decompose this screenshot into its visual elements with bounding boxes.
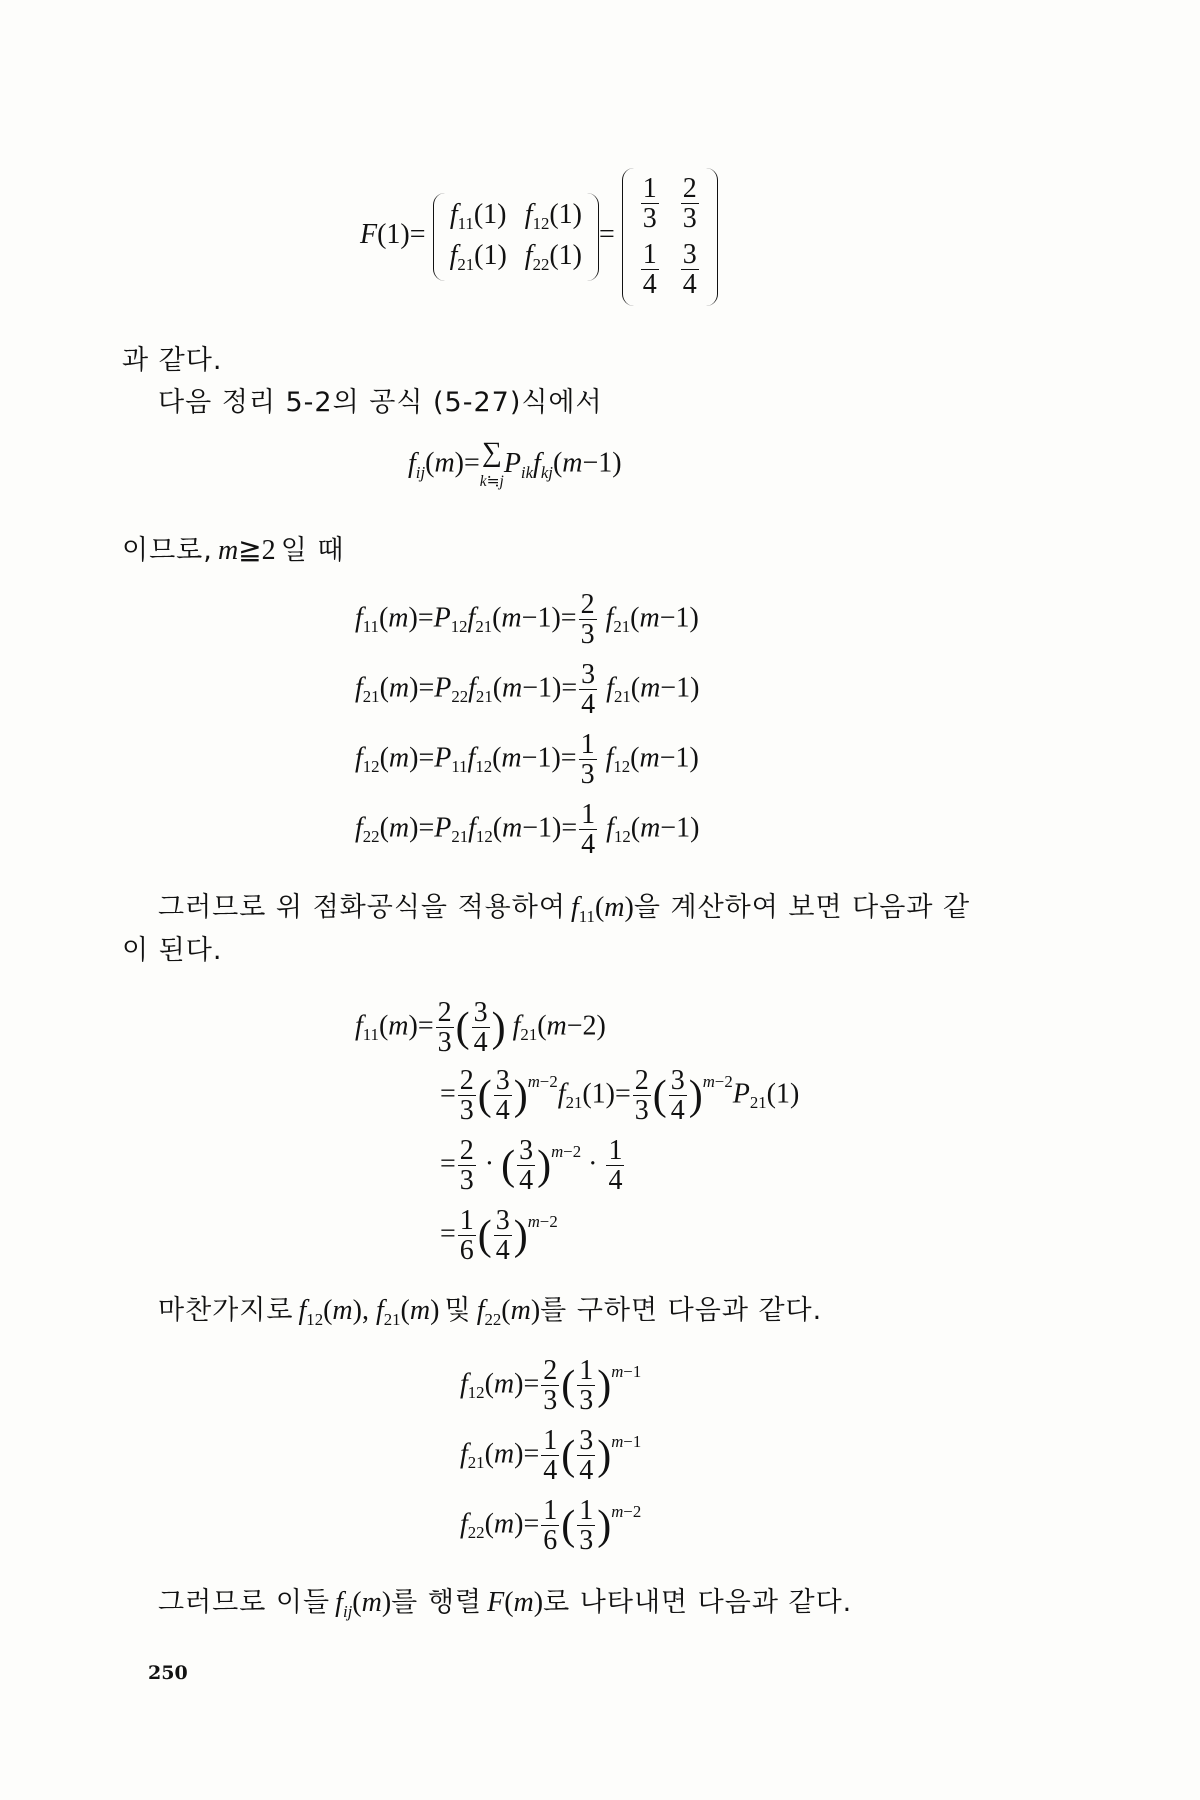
result-f21: $f_{21}(m)=$ $\frac{1}{4}$ ( $\frac{3}{4}$ )$^{m-1}$ [460, 1425, 642, 1487]
derivation-line-2: = $\frac{2}{3}$ ( $\frac{3}{4}$ )$^{m-2}f_{21}(1)=$ $\frac{2}{3}$ ( $\frac{3}{4}$ )$^{m-2}P_{21}(1)$ [440, 1065, 800, 1127]
equation-f11: $f_{11}(m)=P_{12}f_{21}(m-1)=$ $\frac{2}{3}$ $f_{21}(m-1)$ [355, 589, 699, 651]
text-therefore-1: 그러므로 위 점화공식을 적용하여 $f_{11}(m)$을 계산하여 보면 다음과 같 [158, 892, 971, 926]
derivation-line-4: = $\frac{1}{6}$ ( $\frac{3}{4}$ )$^{m-2}$ [440, 1205, 558, 1267]
text-therefore-1c: 이 된다. [122, 935, 223, 966]
text-last: 그러므로 이들 $f_{ij}(m)$를 행렬 F(m)로 나타내면 다음과 같다. [158, 1587, 853, 1621]
equation-f22: $f_{22}(m)=P_{21}f_{12}(m-1)=$ $\frac{1}{4}$ $f_{12}(m-1)$ [355, 799, 700, 861]
derivation-line-1: $f_{11}(m)=$ $\frac{2}{3}$ ( $\frac{3}{4}$ ) $f_{21}(m-2)$ [355, 997, 606, 1059]
equation-f12: $f_{12}(m)=P_{11}f_{12}(m-1)=$ $\frac{1}{3}$ $f_{12}(m-1)$ [355, 729, 699, 791]
equation-f21: $f_{21}(m)=P_{22}f_{21}(m-1)=$ $\frac{3}{4}$ $f_{21}(m-1)$ [355, 659, 700, 721]
text-likewise: 마찬가지로 $f_{12}(m)$, $f_{21}(m)$ 및 $f_{22}(m)$를 구하면 다음과 같다. [158, 1295, 823, 1329]
text-next-theorem: 다음 정리 5-2의 공식 (5-27)식에서 [158, 387, 603, 418]
result-f22: $f_{22}(m)=$ $\frac{1}{6}$ ( $\frac{1}{3}$ )$^{m-2}$ [460, 1495, 642, 1557]
matrix-equation: $F(1)= f_{11}(1)$ $f_{12}(1)$ $f_{21}(1)$ $f_{22}(1)=$ $\frac{1}{3}$ $\frac{2}{3}$ $\frac{1}{4}$ $\frac{3}{4}$ [360, 168, 718, 306]
page-number: 250 [148, 1662, 188, 1684]
text-same-as: 과 같다. [122, 345, 223, 376]
derivation-line-3: = $\frac{2}{3}$ · ( $\frac{3}{4}$ )$^{m-2}$ · $\frac{1}{4}$ [440, 1135, 623, 1197]
recurrence-formula: $f_{ij}(m)=\sum$ $k≒jP_{ik}f_{kj}(m-1)$ [408, 437, 622, 491]
text-since: 이므로, m≧2 일 때 [122, 535, 345, 566]
result-f12: $f_{12}(m)=$ $\frac{2}{3}$ ( $\frac{1}{3}$ )$^{m-1}$ [460, 1355, 642, 1417]
